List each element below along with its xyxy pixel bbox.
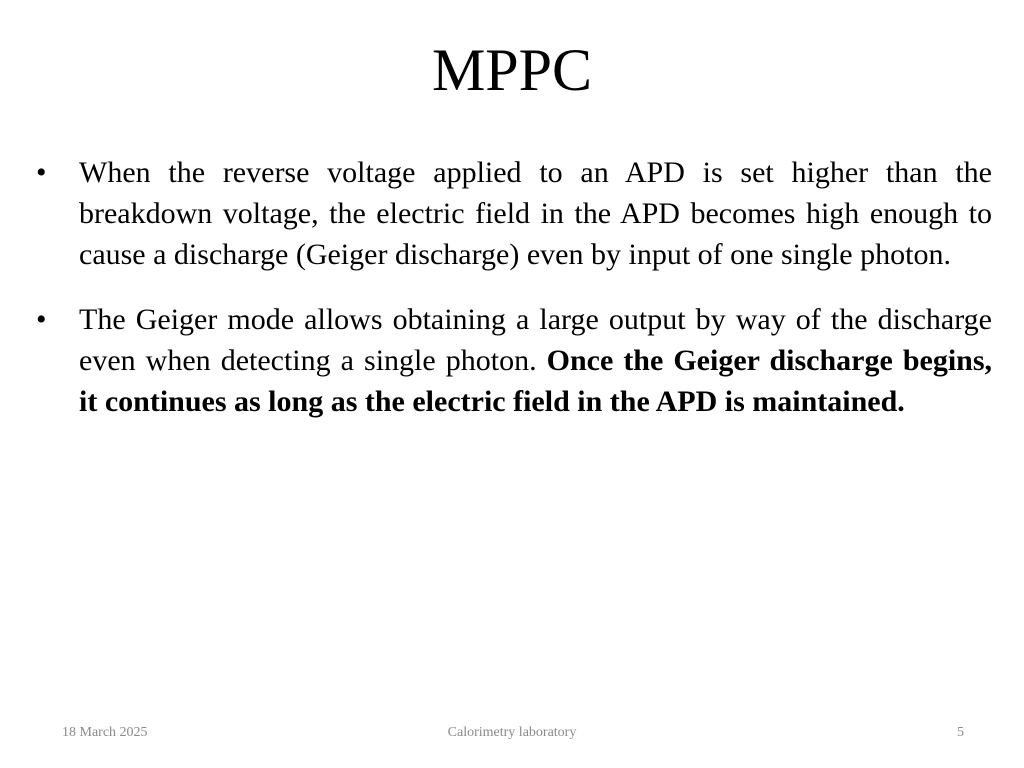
- page-number: 5: [957, 725, 964, 740]
- bullet-item: [36, 299, 992, 422]
- bullet-text: The Geiger mode allows obtaining a large output by way of the discharge even when detecting a single photon.: [79, 303, 992, 377]
- bullet-icon: •: [36, 303, 47, 336]
- bullet-text: When the reverse voltage applied to an APD is set higher than the breakdown voltage, the electric field in the APD becomes high enough to cause a discharge (Geiger discharge) even by input of one single photon.: [79, 156, 992, 271]
- slide-title: MPPC: [431, 37, 593, 103]
- bullet-icon: •: [36, 156, 47, 189]
- bullet-item: [36, 152, 992, 275]
- footer-title: Calorimetry laboratory: [447, 725, 577, 740]
- bullet-list: [36, 152, 992, 446]
- bullet-bold-text: Once the Geiger discharge begins, it continues as long as the electric field in the APD is maintained.: [79, 344, 993, 418]
- footer-date: 18 March 2025: [62, 725, 148, 740]
